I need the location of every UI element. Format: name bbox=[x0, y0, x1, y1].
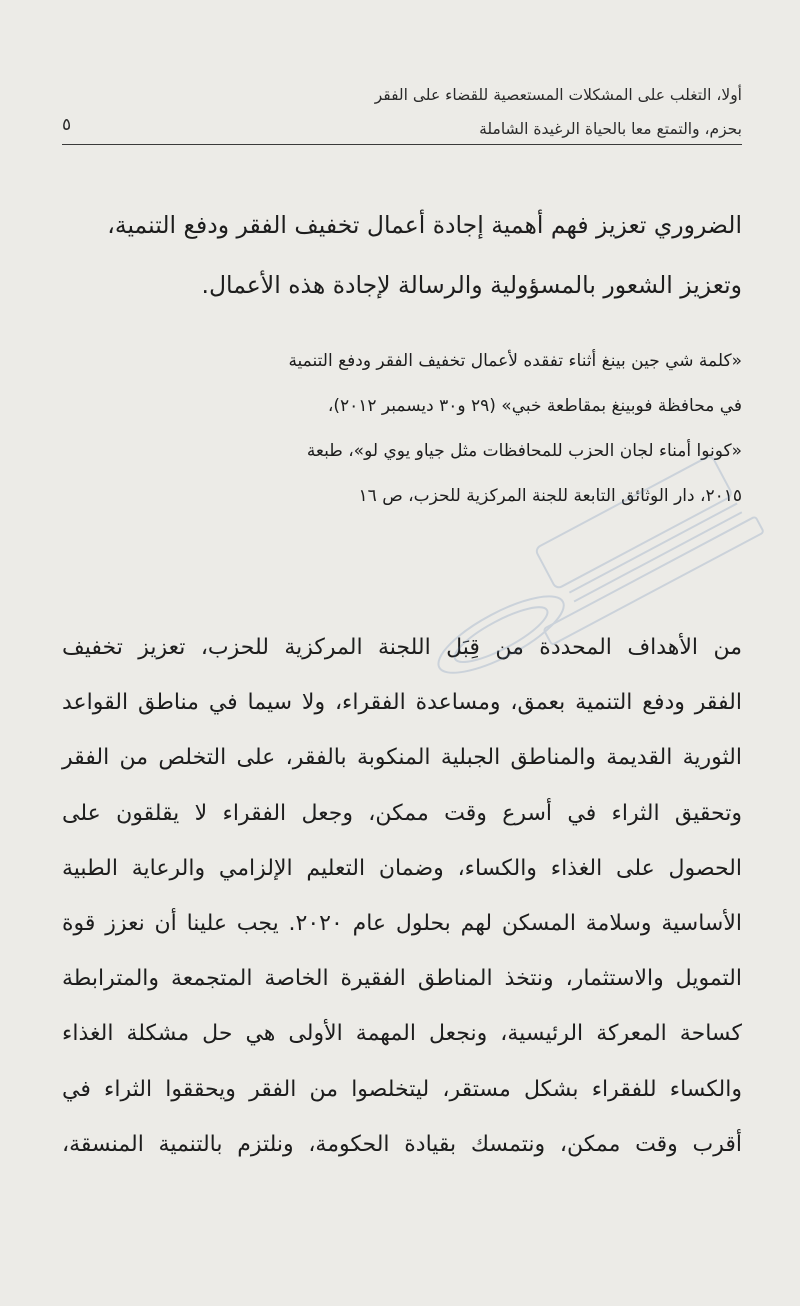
citation-line: «كلمة شي جين بينغ أثناء تفقده لأعمال تخفيف الفقر ودفع التنمية bbox=[288, 351, 742, 371]
body-line: والكساء للفقراء بشكل مستقر، ليتخلصوا من الفقر ويحققوا الثراء في bbox=[62, 1076, 742, 1102]
header-title-line-1: أولا، التغلب على المشكلات المستعصية للقضاء على الفقر bbox=[374, 86, 742, 104]
page-number: ٥ bbox=[62, 115, 72, 135]
body-line: من الأهداف المحددة من قِبَل اللجنة المركزية للحزب، تعزيز تخفيف bbox=[62, 635, 742, 660]
body-line: وتحقيق الثراء في أسرع وقت ممكن، وجعل الفقراء لا يقلقون على bbox=[62, 800, 742, 826]
body-paragraph bbox=[62, 620, 742, 1172]
body-line: الفقر ودفع التنمية بعمق، ومساعدة الفقراء، ولا سيما في مناطق القواعد bbox=[62, 690, 742, 716]
body-line: الثورية القديمة والمناطق الجبلية المنكوبة بالفقر، على التخلص من الفقر bbox=[62, 745, 742, 771]
body-line: التمويل والاستثمار، ونتخذ المناطق الفقيرة الخاصة المتجمعة والمترابطة bbox=[62, 966, 742, 992]
body-line: الأساسية وسلامة المسكن لهم بحلول عام ٢٠٢٠. يجب علينا أن نعزز قوة bbox=[62, 911, 742, 937]
intro-line: وتعزيز الشعور بالمسؤولية والرسالة لإجادة هذه الأعمال. bbox=[201, 271, 742, 299]
citation-line: «كونوا أمناء لجان الحزب للمحافظات مثل جياو يوي لو»، طبعة bbox=[306, 441, 742, 461]
header-divider bbox=[62, 144, 742, 145]
body-line: أقرب وقت ممكن، ونتمسك بقيادة الحكومة، ونلتزم بالتنمية المنسقة، bbox=[62, 1131, 742, 1157]
citation-block bbox=[62, 339, 742, 519]
citation-line: ٢٠١٥، دار الوثائق التابعة للجنة المركزية للحزب، ص ١٦ bbox=[358, 486, 742, 506]
intro-paragraph bbox=[62, 195, 742, 315]
body-line: كساحة المعركة الرئيسية، ونجعل المهمة الأولى هي حل مشكلة الغذاء bbox=[62, 1021, 742, 1047]
body-line: الحصول على الغذاء والكساء، وضمان التعليم الإلزامي والرعاية الطبية bbox=[62, 855, 742, 881]
running-header bbox=[62, 78, 742, 146]
citation-line: في محافظة فوبينغ بمقاطعة خبي» (٢٩ و٣٠ ديسمبر ٢٠١٢)، bbox=[327, 396, 742, 416]
header-title-line-2: بحزم، والتمتع معا بالحياة الرغيدة الشاملة bbox=[479, 120, 742, 138]
intro-line: الضروري تعزيز فهم أهمية إجادة أعمال تخفيف الفقر ودفع التنمية، bbox=[107, 211, 742, 239]
